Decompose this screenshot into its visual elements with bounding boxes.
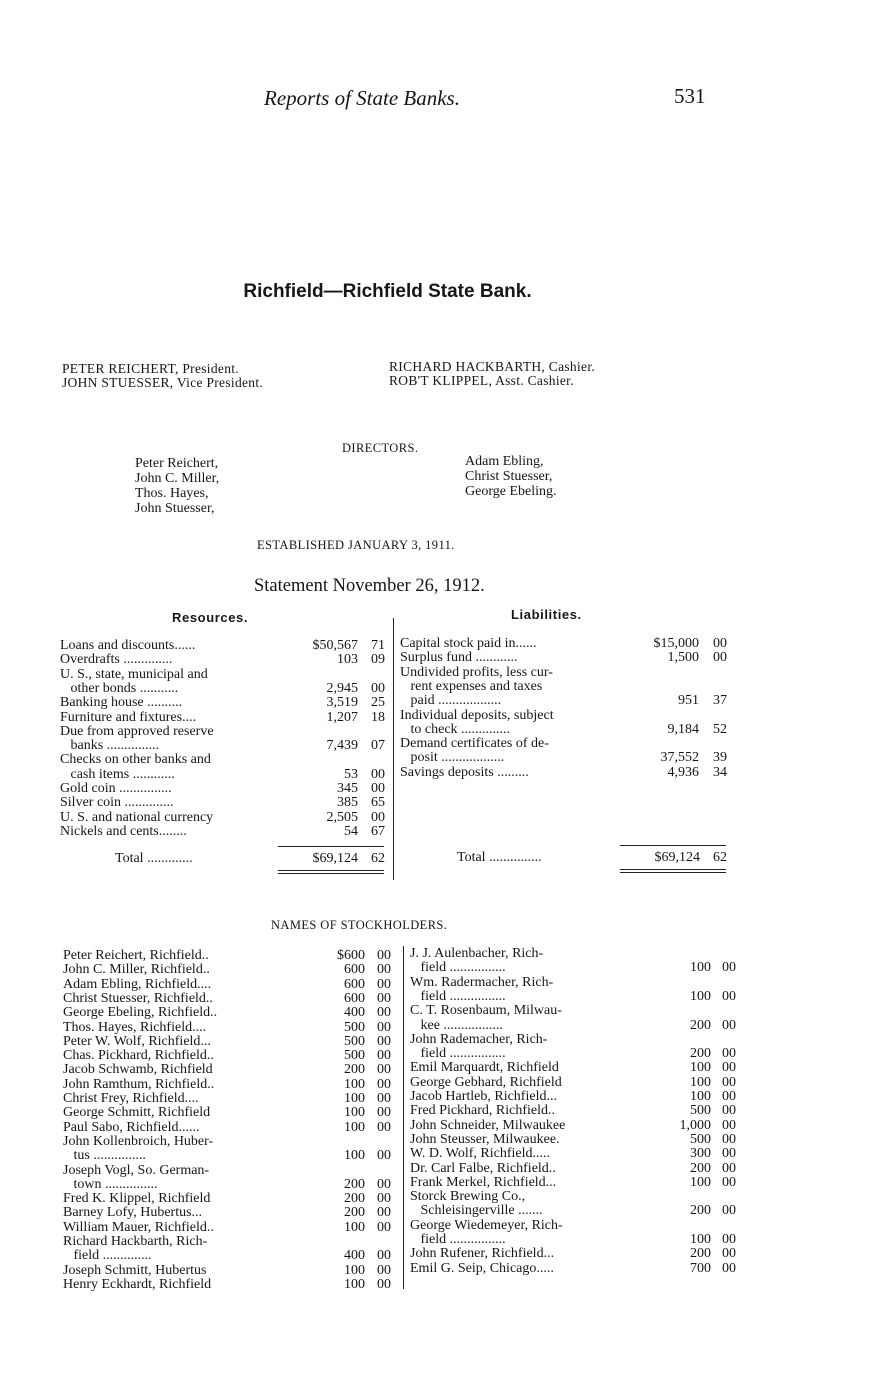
stockholders-divider [403, 946, 404, 1289]
row-cents: 00 [377, 1062, 391, 1078]
row-label: John Steusser, Milwaukee. [410, 1131, 560, 1147]
resources-row [60, 682, 389, 696]
total-dollars: $69,124 [312, 851, 358, 866]
row-label: Jacob Schwamb, Richfield [63, 1062, 213, 1078]
row-dollars: 1,500 [667, 650, 699, 666]
directors-right [465, 454, 557, 499]
row-cents: 09 [371, 652, 385, 668]
row-cents: 00 [377, 1119, 391, 1135]
stockholder-row [63, 1206, 395, 1220]
row-dollars: 3,519 [326, 695, 358, 711]
row-label: field ................ [410, 960, 506, 976]
resources-total-rule [278, 846, 384, 847]
stockholder-row [410, 976, 740, 990]
resources-row [60, 782, 389, 796]
row-dollars: 100 [690, 1089, 711, 1104]
row-cents: 00 [377, 1005, 391, 1021]
resources-total-row [115, 852, 387, 866]
row-dollars: 100 [344, 1091, 365, 1106]
directors-heading: DIRECTORS. [342, 441, 419, 455]
row-label: Barney Lofy, Hubertus... [63, 1205, 203, 1221]
row-dollars: 100 [344, 1276, 365, 1292]
row-label: Loans and discounts...... [60, 638, 196, 653]
stockholder-row [63, 1192, 395, 1206]
row-label: Henry Eckhardt, Richfield [63, 1276, 212, 1292]
row-cents: 00 [722, 1046, 736, 1062]
row-label: Chas. Pickhard, Richfield.. [63, 1048, 214, 1064]
row-label: Individual deposits, subject [400, 707, 554, 723]
row-cents: 00 [377, 976, 391, 992]
stockholder-row [410, 947, 740, 961]
row-label: Nickels and cents........ [60, 823, 187, 839]
resources-double-rule [278, 870, 384, 874]
row-cents: 37 [713, 693, 727, 709]
stockholder-row [410, 1033, 740, 1047]
row-label: John Schneider, Milwaukee [410, 1117, 566, 1133]
director-name: Christ Stuesser, [465, 469, 553, 484]
row-label: field ................ [410, 1046, 506, 1062]
row-cents: 00 [377, 1033, 391, 1049]
row-cents: 00 [722, 1232, 736, 1247]
stockholder-row [63, 1235, 395, 1249]
stockholder-row [410, 1190, 740, 1204]
director-name: John Stuesser, [135, 501, 215, 516]
stockholder-row [63, 1106, 395, 1120]
row-label: rent expenses and taxes [400, 678, 543, 694]
stockholder-row [410, 1061, 740, 1075]
stockholder-row [63, 1121, 395, 1135]
row-dollars: 500 [344, 1048, 365, 1064]
row-label: George Wiedemeyer, Rich- [410, 1217, 563, 1233]
resources-row [60, 653, 389, 667]
row-cents: 00 [371, 781, 385, 796]
row-label: Capital stock paid in...... [400, 636, 537, 651]
row-label: Storck Brewing Co., [410, 1189, 526, 1205]
row-dollars: 2,505 [326, 809, 358, 825]
row-dollars: 100 [690, 960, 711, 976]
row-label: Frank Merkel, Richfield... [410, 1174, 557, 1190]
row-dollars: 200 [344, 1176, 365, 1192]
officers-right [389, 360, 595, 388]
row-cents: 52 [713, 721, 727, 737]
row-cents: 71 [371, 638, 385, 653]
row-dollars: 1,000 [679, 1117, 711, 1133]
row-cents: 00 [377, 1191, 391, 1207]
stockholder-row [63, 1278, 395, 1292]
row-cents: 00 [371, 766, 385, 782]
row-dollars: 600 [344, 990, 365, 1006]
row-cents: 00 [722, 1117, 736, 1133]
resources-row [60, 639, 389, 653]
row-cents: 07 [371, 738, 385, 754]
liabilities-row [400, 766, 731, 780]
row-label: Peter Reichert, Richfield.. [63, 948, 209, 963]
row-label: Fred K. Klippel, Richfield [63, 1191, 211, 1207]
row-dollars: 200 [690, 1046, 711, 1062]
row-label: posit .................. [400, 750, 505, 766]
resources-row [60, 725, 389, 739]
row-dollars: 37,552 [660, 750, 699, 766]
row-cents: 00 [377, 1091, 391, 1106]
row-label: John Kollenbroich, Huber- [63, 1133, 214, 1149]
bank-title: Richfield—Richfield State Bank. [243, 281, 532, 302]
row-dollars: 200 [344, 1205, 365, 1221]
row-label: to check .............. [400, 721, 511, 737]
row-dollars: 600 [344, 976, 365, 992]
officers-left [62, 362, 263, 390]
row-label: John Rademacher, Rich- [410, 1031, 548, 1047]
row-label: Furniture and fixtures.... [60, 709, 197, 725]
officer-cashier: RICHARD HACKBARTH, Cashier. [389, 359, 596, 374]
stockholder-row [63, 1021, 395, 1035]
stockholder-row [63, 949, 395, 963]
total-label: Total ............. [115, 851, 193, 866]
row-dollars: 400 [344, 1248, 365, 1264]
stockholder-row [410, 990, 740, 1004]
row-label: George Ebeling, Richfield.. [63, 1005, 218, 1021]
row-label: banks ............... [60, 738, 160, 754]
row-dollars: 2,945 [326, 680, 358, 696]
stockholder-row [410, 1004, 740, 1018]
row-label: John C. Miller, Richfield.. [63, 962, 210, 978]
stockholder-row [410, 1176, 740, 1190]
officer-asst-cashier: ROB'T KLIPPEL, Asst. Cashier. [389, 373, 574, 388]
row-label: field ................ [410, 1232, 506, 1247]
row-label: Overdrafts .............. [60, 652, 173, 668]
row-dollars: 100 [690, 1174, 711, 1190]
stockholder-row [410, 1233, 740, 1247]
row-cents: 00 [722, 1074, 736, 1090]
row-dollars: 100 [690, 1074, 711, 1090]
officer-vice-president: JOHN STUESSER, Vice President. [62, 375, 264, 390]
liabilities-row [400, 666, 731, 680]
officer-president: PETER REICHERT, President. [62, 361, 239, 376]
row-dollars: 100 [344, 1076, 365, 1092]
stockholder-row [63, 1135, 395, 1149]
row-cents: 00 [722, 1160, 736, 1176]
row-label: John Rufener, Richfield... [410, 1246, 555, 1262]
resources-row [60, 696, 389, 710]
row-cents: 00 [713, 650, 727, 666]
row-cents: 00 [722, 1089, 736, 1104]
row-dollars: 1,207 [326, 709, 358, 725]
row-dollars: 200 [690, 1017, 711, 1033]
director-name: George Ebeling. [465, 484, 557, 499]
stockholder-row [63, 1049, 395, 1063]
row-label: W. D. Wolf, Richfield..... [410, 1146, 551, 1162]
row-cents: 00 [722, 988, 736, 1004]
stockholder-row [63, 1006, 395, 1020]
row-label: George Gebhard, Richfield [410, 1074, 562, 1090]
resources-row [60, 668, 389, 682]
row-dollars: 100 [344, 1262, 365, 1278]
row-label: other bonds ........... [60, 680, 179, 696]
row-cents: 00 [377, 1176, 391, 1192]
row-cents: 00 [722, 1131, 736, 1147]
row-dollars: 100 [344, 1119, 365, 1135]
stockholder-row [63, 1264, 395, 1278]
liabilities-row [400, 737, 731, 751]
row-cents: 00 [713, 636, 727, 651]
resources-row [60, 753, 389, 767]
row-label: George Schmitt, Richfield [63, 1105, 211, 1121]
row-dollars: 500 [344, 1019, 365, 1035]
total-label: Total ............... [457, 850, 542, 865]
director-name: Peter Reichert, [135, 456, 219, 471]
liabilities-row [400, 709, 731, 723]
stockholder-row [63, 1035, 395, 1049]
row-label: Surplus fund ............ [400, 650, 518, 666]
row-label: Silver coin .............. [60, 795, 174, 811]
row-cents: 00 [722, 1017, 736, 1033]
stockholder-row [410, 1119, 740, 1133]
row-dollars: 400 [344, 1005, 365, 1021]
row-label: Emil Marquardt, Richfield [410, 1060, 559, 1076]
row-cents: 00 [722, 1103, 736, 1119]
row-dollars: 54 [344, 823, 358, 839]
total-cents: 62 [713, 850, 727, 865]
row-label: Gold coin ............... [60, 781, 172, 796]
stockholder-row [410, 1076, 740, 1090]
row-cents: 00 [722, 1174, 736, 1190]
row-label: Banking house .......... [60, 695, 183, 711]
row-label: Fred Pickhard, Richfield.. [410, 1103, 556, 1119]
row-dollars: 4,936 [667, 764, 699, 780]
row-cents: 00 [371, 809, 385, 825]
total-dollars: $69,124 [654, 850, 700, 865]
row-label: Emil G. Seip, Chicago..... [410, 1260, 554, 1276]
stockholder-row [63, 1149, 395, 1163]
resources-row [60, 825, 389, 839]
row-dollars: 500 [690, 1131, 711, 1147]
stockholder-row [63, 963, 395, 977]
row-label: Schleisingerville ....... [410, 1203, 543, 1219]
liabilities-row [400, 651, 731, 665]
row-dollars: 100 [690, 988, 711, 1004]
row-label: Christ Stuesser, Richfield.. [63, 990, 213, 1006]
row-dollars: 500 [344, 1033, 365, 1049]
row-dollars: 600 [344, 962, 365, 978]
running-title: Reports of State Banks. [264, 86, 460, 110]
row-label: Paul Sabo, Richfield...... [63, 1119, 200, 1135]
row-label: J. J. Aulenbacher, Rich- [410, 946, 544, 961]
resources-heading: Resources. [172, 610, 249, 625]
row-cents: 00 [722, 1146, 736, 1162]
stockholder-row [63, 978, 395, 992]
liabilities-row [400, 637, 731, 651]
row-cents: 00 [377, 1048, 391, 1064]
row-cents: 00 [722, 1260, 736, 1276]
statement-title: Statement November 26, 1912. [254, 576, 485, 596]
row-label: John Ramthum, Richfield.. [63, 1076, 215, 1092]
stockholder-row [63, 1063, 395, 1077]
row-dollars: $15,000 [653, 636, 699, 651]
row-cents: 00 [722, 1203, 736, 1219]
row-label: Due from approved reserve [60, 723, 214, 739]
row-cents: 65 [371, 795, 385, 811]
row-label: field .............. [63, 1248, 152, 1264]
row-dollars: 700 [690, 1260, 711, 1276]
row-label: Adam Ebling, Richfield.... [63, 976, 212, 992]
row-label: paid .................. [400, 693, 502, 709]
row-dollars: 100 [344, 1219, 365, 1235]
stockholder-row [63, 1078, 395, 1092]
row-cents: 00 [377, 1076, 391, 1092]
row-label: cash items ............ [60, 766, 175, 782]
stockholder-row [410, 1219, 740, 1233]
director-name: Thos. Hayes, [135, 486, 209, 501]
stockholder-row [410, 1247, 740, 1261]
row-cents: 00 [377, 1219, 391, 1235]
row-label: kee ................. [410, 1017, 503, 1033]
row-label: Jacob Hartleb, Richfield... [410, 1089, 557, 1104]
row-cents: 00 [377, 1205, 391, 1221]
liabilities-row [400, 751, 731, 765]
row-label: tus ............... [63, 1148, 146, 1164]
stockholder-row [410, 1019, 740, 1033]
row-cents: 34 [713, 764, 727, 780]
resources-row [60, 768, 389, 782]
row-dollars: 9,184 [667, 721, 699, 737]
row-dollars: 100 [690, 1232, 711, 1247]
liabilities-total-rule [620, 845, 726, 846]
row-label: field ................ [410, 988, 506, 1004]
row-dollars: 200 [690, 1246, 711, 1262]
row-label: Joseph Schmitt, Hubertus [63, 1262, 207, 1278]
row-label: U. S. and national currency [60, 809, 214, 825]
director-name: Adam Ebling, [465, 454, 544, 469]
row-label: Thos. Hayes, Richfield.... [63, 1019, 207, 1035]
row-label: Peter W. Wolf, Richfield... [63, 1033, 211, 1049]
row-cents: 67 [371, 823, 385, 839]
row-cents: 00 [377, 1248, 391, 1264]
row-cents: 00 [377, 962, 391, 978]
liabilities-row [400, 680, 731, 694]
stockholder-row [410, 1104, 740, 1118]
row-dollars: 951 [678, 693, 699, 709]
row-dollars: 200 [690, 1160, 711, 1176]
resources-row [60, 811, 389, 825]
row-cents: 00 [377, 1276, 391, 1292]
row-label: Undivided profits, less cur- [400, 664, 553, 680]
row-cents: 00 [722, 1246, 736, 1262]
director-name: John C. Miller, [135, 471, 220, 486]
row-dollars: 500 [690, 1103, 711, 1119]
row-dollars: 100 [344, 1105, 365, 1121]
liabilities-double-rule [620, 869, 726, 873]
stockholder-row [63, 1249, 395, 1263]
stockholder-row [410, 1147, 740, 1161]
liabilities-total-row [457, 851, 729, 865]
row-dollars: 345 [337, 781, 358, 796]
row-label: Richard Hackbarth, Rich- [63, 1234, 208, 1249]
row-dollars: 103 [337, 652, 358, 668]
row-dollars: 100 [690, 1060, 711, 1076]
row-cents: 25 [371, 695, 385, 711]
row-label: U. S., state, municipal and [60, 666, 208, 682]
row-label: William Mauer, Richfield.. [63, 1219, 214, 1235]
stockholder-row [63, 1092, 395, 1106]
row-label: Checks on other banks and [60, 752, 211, 768]
row-cents: 00 [722, 1060, 736, 1076]
row-label: Joseph Vogl, So. German- [63, 1162, 210, 1178]
row-cents: 00 [377, 1019, 391, 1035]
row-dollars: 7,439 [326, 738, 358, 754]
liabilities-row [400, 723, 731, 737]
row-label: Christ Frey, Richfield.... [63, 1091, 199, 1106]
row-dollars: 100 [344, 1148, 365, 1164]
column-divider [393, 618, 394, 880]
row-label: Wm. Radermacher, Rich- [410, 974, 554, 990]
resources-row [60, 796, 389, 810]
row-cents: 18 [371, 709, 385, 725]
row-cents: 00 [371, 680, 385, 696]
row-label: Savings deposits ......... [400, 764, 529, 780]
row-dollars: $50,567 [312, 638, 358, 653]
stockholder-row [63, 992, 395, 1006]
row-cents: 00 [377, 1148, 391, 1164]
stockholder-row [410, 961, 740, 975]
row-label: C. T. Rosenbaum, Milwau- [410, 1003, 562, 1019]
resources-row [60, 739, 389, 753]
row-cents: 00 [377, 990, 391, 1006]
page-number: 531 [674, 84, 706, 108]
row-cents: 39 [713, 750, 727, 766]
liabilities-row [400, 694, 731, 708]
row-dollars: 385 [337, 795, 358, 811]
row-label: Dr. Carl Falbe, Richfield.. [410, 1160, 556, 1176]
stockholder-row [410, 1090, 740, 1104]
stockholder-row [410, 1162, 740, 1176]
stockholder-row [410, 1262, 740, 1276]
stockholder-row [63, 1221, 395, 1235]
row-dollars: 300 [690, 1146, 711, 1162]
stockholder-row [410, 1047, 740, 1061]
row-dollars: 200 [344, 1062, 365, 1078]
row-label: Demand certificates of de- [400, 736, 549, 752]
established-date: ESTABLISHED JANUARY 3, 1911. [257, 538, 455, 552]
stockholder-row [63, 1164, 395, 1178]
liabilities-heading: Liabilities. [511, 607, 582, 622]
row-dollars: $600 [337, 948, 365, 963]
stockholder-row [410, 1204, 740, 1218]
stockholder-row [410, 1133, 740, 1147]
directors-left [135, 456, 219, 516]
row-cents: 00 [377, 1105, 391, 1121]
row-cents: 00 [377, 1262, 391, 1278]
row-cents: 00 [377, 948, 391, 963]
row-cents: 00 [722, 960, 736, 976]
row-dollars: 53 [344, 766, 358, 782]
row-dollars: 200 [344, 1191, 365, 1207]
stockholder-row [63, 1178, 395, 1192]
total-cents: 62 [371, 851, 385, 866]
resources-row [60, 711, 389, 725]
row-dollars: 200 [690, 1203, 711, 1219]
row-label: town ............... [63, 1176, 158, 1192]
stockholders-heading: NAMES OF STOCKHOLDERS. [271, 918, 448, 932]
